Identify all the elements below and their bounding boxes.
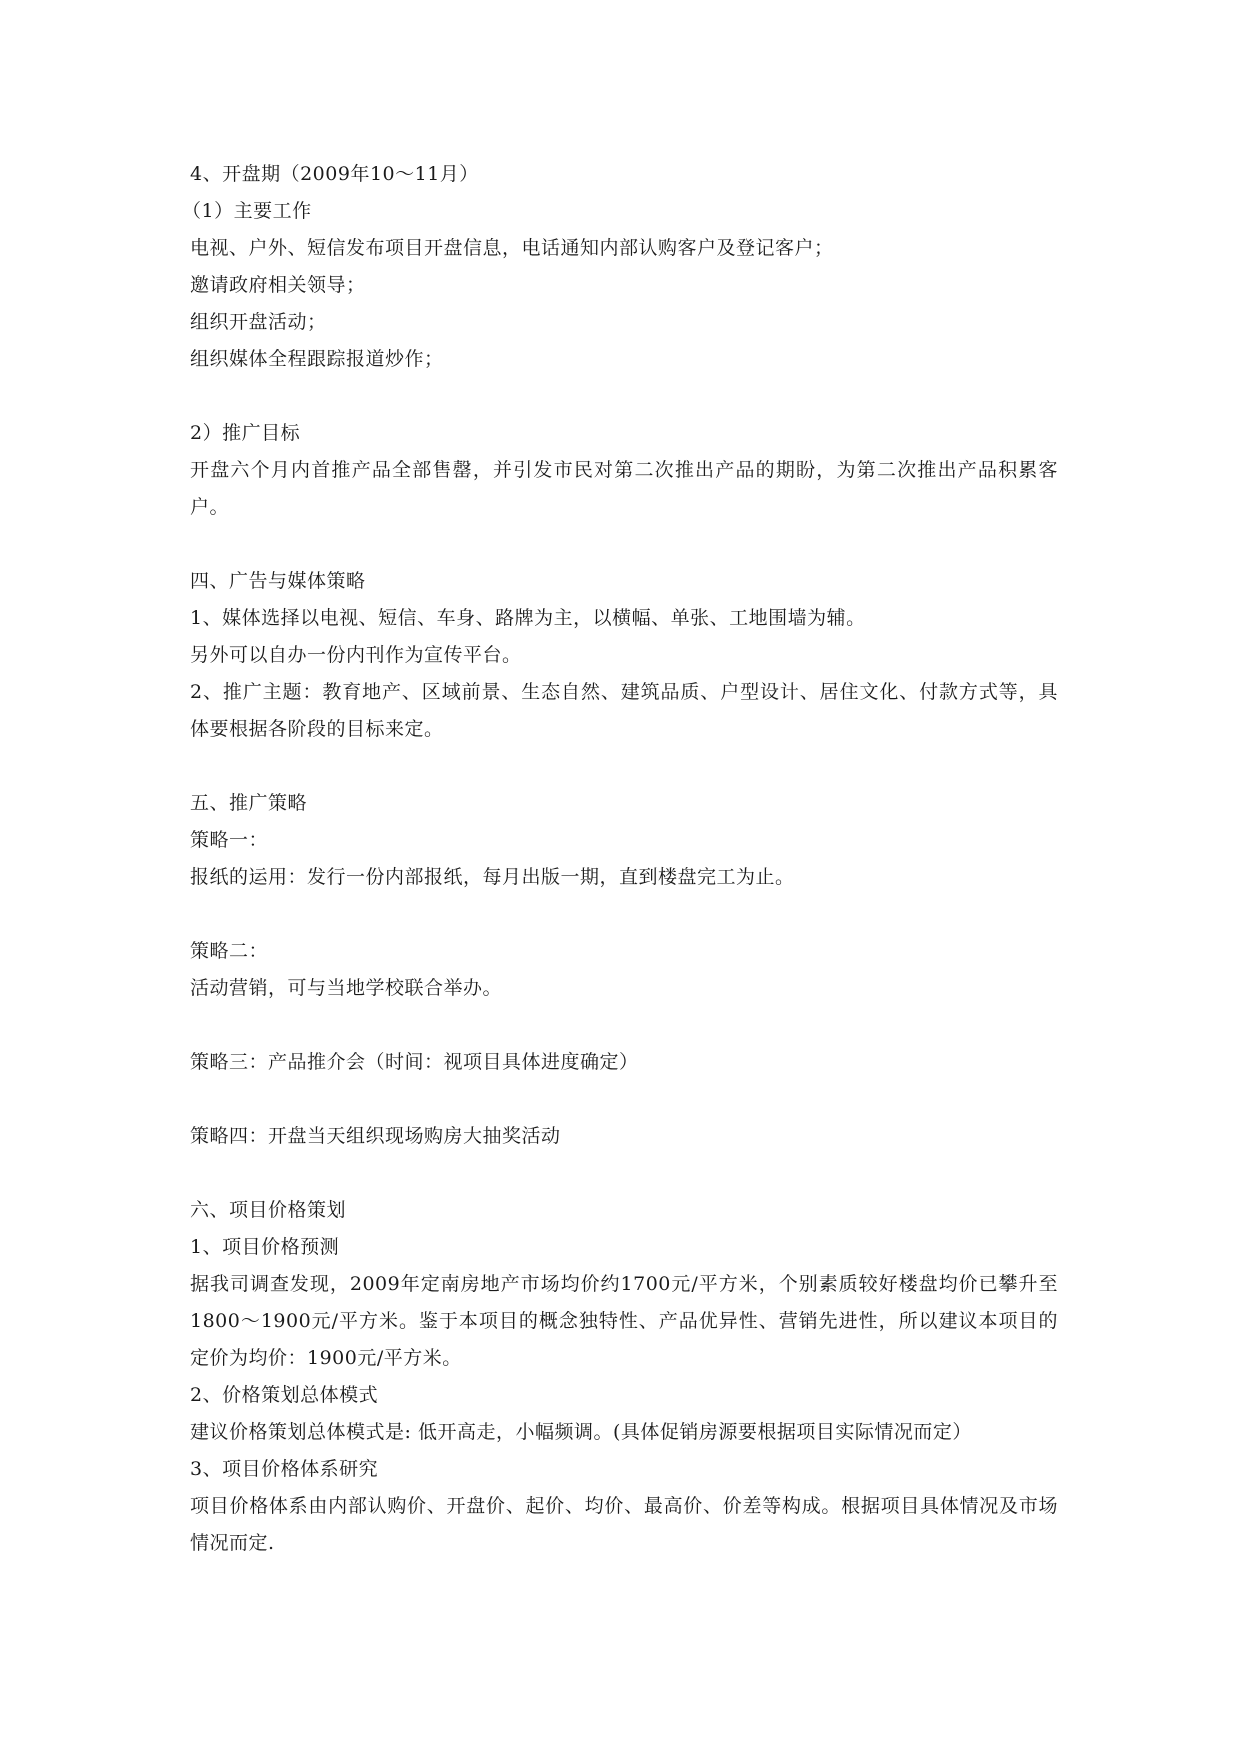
strategy-one-text: 报纸的运用：发行一份内部报纸，每月出版一期，直到楼盘完工为止。 [190,866,795,888]
paragraph-spacer [190,896,1058,933]
paragraph-spacer [190,378,1058,415]
paragraph-spacer [190,526,1058,563]
section-heading-opening-period: 4、开盘期（2009年10～11月） [190,163,479,185]
price-system-heading: 3、项目价格体系研究 [190,1458,379,1480]
paragraph-spacer [190,1155,1058,1192]
strategy-one-label: 策略一： [190,829,269,851]
price-forecast-text: 据我司调查发现，2009年定南房地产市场均价约1700元/平方米，个别素质较好楼盘均价已攀升至1800～1900元/平方米。鉴于本项目的概念独特性、产品优异性、营销先进性，所以建议本项目的定价为均价：1900元/平方米。 [190,1273,1058,1369]
strategy-two-label: 策略二： [190,940,269,962]
strategy-four-text: 策略四：开盘当天组织现场购房大抽奖活动 [190,1125,561,1147]
in-house-magazine-text: 另外可以自办一份内刊作为宣传平台。 [190,644,522,666]
promotion-goal-text: 开盘六个月内首推产品全部售罄，并引发市民对第二次推出产品的期盼，为第二次推出产品积累客户。 [190,459,1058,518]
section-heading-pricing: 六、项目价格策划 [190,1199,347,1221]
document-body [182,156,1058,1562]
section-heading-promo-strategy: 五、推广策略 [190,792,308,814]
promotion-theme-text: 2、推广主题：教育地产、区域前景、生态自然、建筑品质、户型设计、居住文化、付款方式等，具体要根据各阶段的目标来定。 [190,681,1058,740]
pricing-model-text: 建议价格策划总体模式是: 低开高走，小幅频调。(具体促销房源要根据项目实际情况而定） [190,1421,972,1443]
list-item: 组织开盘活动； [190,311,327,333]
paragraph-spacer [190,1081,1058,1118]
price-forecast-heading: 1、项目价格预测 [190,1236,340,1258]
media-selection-text: 1、媒体选择以电视、短信、车身、路牌为主，以横幅、单张、工地围墙为辅。 [190,607,866,629]
subheading-main-work: （1）主要工作 [182,200,312,222]
paragraph-spacer [190,1007,1058,1044]
strategy-three-text: 策略三：产品推介会（时间：视项目具体进度确定） [190,1051,639,1073]
subheading-promotion-goal: 2）推广目标 [190,422,301,444]
paragraph-spacer [190,748,1058,785]
list-item: 电视、户外、短信发布项目开盘信息，电话通知内部认购客户及登记客户； [190,237,834,259]
price-system-text: 项目价格体系由内部认购价、开盘价、起价、均价、最高价、价差等构成。根据项目具体情况及市场情况而定. [190,1495,1058,1554]
section-heading-ad-media: 四、广告与媒体策略 [190,570,366,592]
pricing-model-heading: 2、价格策划总体模式 [190,1384,379,1406]
list-item: 组织媒体全程跟踪报道炒作； [190,348,444,370]
strategy-two-text: 活动营销，可与当地学校联合举办。 [190,977,503,999]
list-item: 邀请政府相关领导； [190,274,366,296]
